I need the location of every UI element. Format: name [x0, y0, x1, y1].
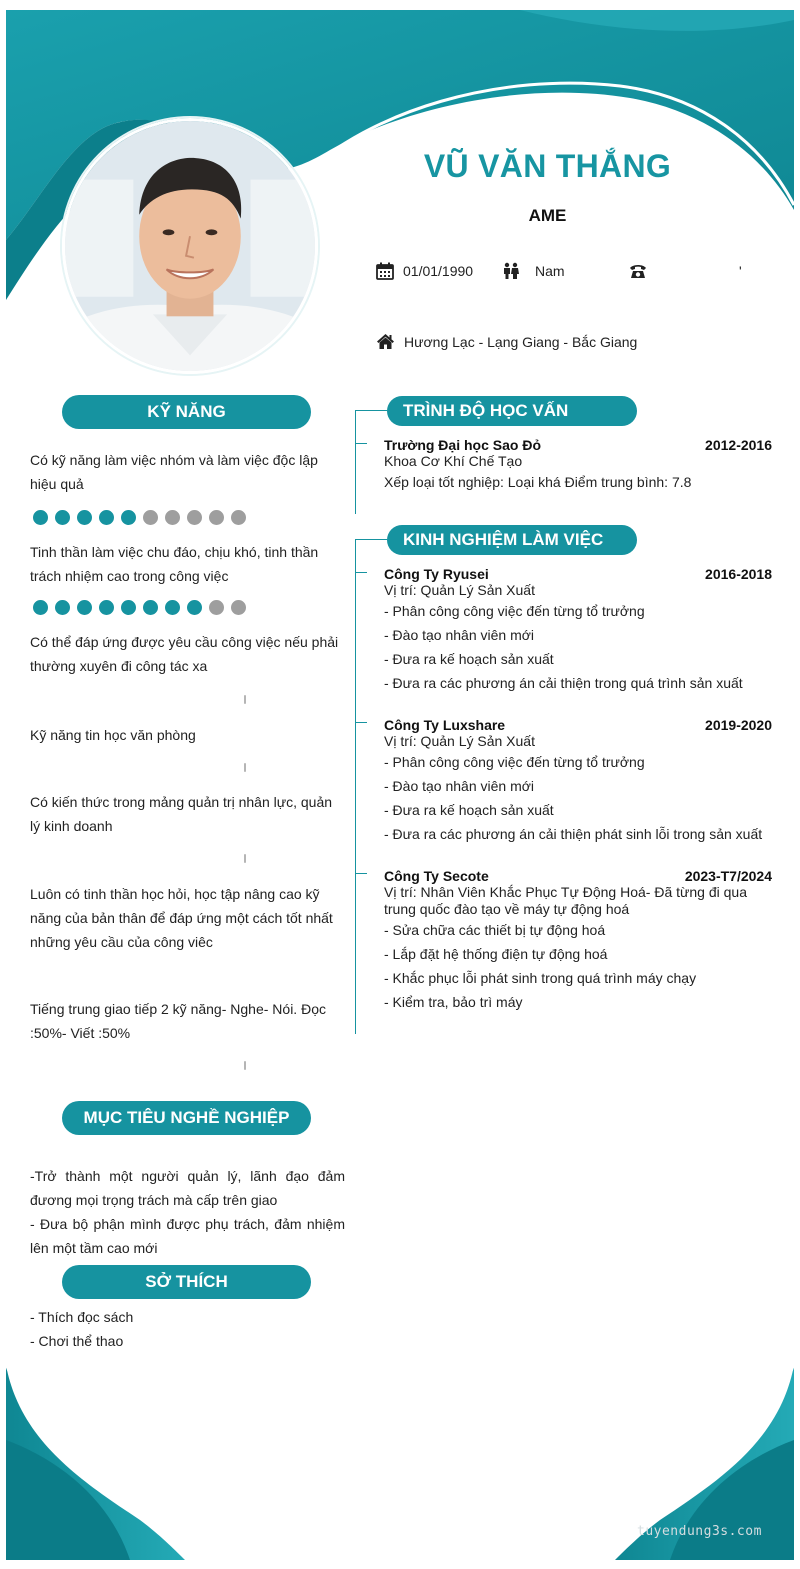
rating-dot	[99, 510, 114, 525]
hobby-item: - Chơi thể thao	[30, 1333, 124, 1349]
job-position: Vị trí: Quản Lý Sản Xuất	[384, 582, 535, 598]
birthday-value: 01/01/1990	[403, 263, 474, 279]
timeline-branch	[355, 572, 367, 573]
task-item: - Đưa ra kế hoạch sản xuất	[384, 651, 554, 667]
home-icon	[376, 333, 395, 350]
experience-entry	[384, 868, 772, 1014]
timeline-branch	[355, 410, 387, 411]
rating-dot	[77, 600, 92, 615]
gender-info	[502, 262, 565, 280]
gender-value: Nam	[535, 263, 565, 279]
task-item: - Kiểm tra, bảo trì máy	[384, 994, 523, 1010]
rating-dot	[165, 510, 180, 525]
timeline-branch	[355, 539, 387, 540]
rating-dot	[187, 600, 202, 615]
rating-dot	[231, 600, 246, 615]
experience-timeline	[355, 539, 356, 1034]
skill-text: Tinh thần làm việc chu đáo, chịu khó, tinh thần trách nhiệm cao trong công việc	[30, 544, 319, 584]
gender-icon	[502, 262, 520, 280]
task-item: - Sửa chữa các thiết bị tự động hoá	[384, 922, 606, 938]
job-title: AME	[528, 206, 567, 225]
rating-dot	[121, 510, 136, 525]
timeline-branch	[355, 443, 367, 444]
experience-years: 2016-2018	[705, 566, 772, 582]
job-position: Vị trí: Nhân Viên Khắc Phục Tự Động Hoá- Đã từng đi qua	[384, 884, 747, 900]
task-item: - Đưa ra kế hoạch sản xuất	[384, 802, 554, 818]
company-name: Công Ty Luxshare	[384, 717, 506, 733]
timeline-branch	[355, 873, 367, 874]
rating-dot	[55, 510, 70, 525]
task-item: - Đưa ra các phương án cải thiện trong quá trình sản xuất	[384, 675, 743, 691]
task-item: - Đưa ra các phương án cải thiện phát sinh lỗi trong sản xuất	[384, 826, 763, 842]
experience-years: 2019-2020	[705, 717, 772, 733]
experience-entry	[384, 717, 772, 846]
skill-text: Có kiến thức trong mảng quản trị nhân lực, quản lý kinh doanh	[30, 794, 333, 834]
goals-heading: MỤC TIÊU NGHỀ NGHIỆP	[62, 1101, 311, 1135]
rating-placeholder	[244, 695, 246, 704]
watermark: tuyendung3s.com	[637, 1524, 762, 1539]
calendar-icon	[376, 262, 394, 280]
rating-dot	[165, 600, 180, 615]
address-value: Hương Lạc - Lạng Giang - Bắc Giang	[404, 333, 638, 350]
timeline-branch	[355, 722, 367, 723]
skill-text: Kỹ năng tin học văn phòng	[30, 727, 196, 743]
task-item: - Khắc phục lỗi phát sinh trong quá trình máy chạy	[384, 970, 697, 986]
phone-icon	[629, 262, 647, 280]
experience-years: 2023-T7/2024	[684, 868, 772, 884]
rating-dot	[143, 510, 158, 525]
rating-dot	[187, 510, 202, 525]
school-name: Trường Đại học Sao Đỏ	[384, 437, 541, 453]
task-item: - Lắp đặt hệ thống điện tự động hoá	[384, 946, 608, 962]
skill-text: Có thể đáp ứng được yêu cầu công việc nếu phải thường xuyên đi công tác xa	[30, 634, 339, 674]
education-major: Khoa Cơ Khí Chế Tạo	[384, 453, 523, 469]
hobby-item: - Thích đọc sách	[30, 1309, 134, 1325]
rating-placeholder	[244, 854, 246, 863]
avatar	[62, 118, 318, 374]
rating-dot	[33, 600, 48, 615]
education-years: 2012-2016	[705, 437, 772, 453]
experience-entry	[384, 566, 772, 695]
rating-dot	[33, 510, 48, 525]
education-timeline	[355, 410, 356, 514]
skill-text: Có kỹ năng làm việc nhóm và làm việc độc lập hiệu quả	[30, 452, 318, 492]
rating-dot	[55, 600, 70, 615]
skills-heading: KỸ NĂNG	[62, 395, 311, 429]
rating-dot	[231, 510, 246, 525]
rating-dot	[121, 600, 136, 615]
job-position: Vị trí: Quản Lý Sản Xuất	[384, 733, 535, 749]
task-item: - Đào tạo nhân viên mới	[384, 627, 535, 643]
phone-value: '	[739, 263, 742, 279]
job-position: trung quốc đào tạo về máy tự động hoá	[384, 901, 630, 917]
task-item: - Phân công công việc đến từng tổ trưởng	[384, 603, 645, 619]
skill-text: Tiếng trung giao tiếp 2 kỹ năng- Nghe- Nói. Đọc :50%- Viết :50%	[30, 1001, 326, 1041]
rating-dot	[209, 600, 224, 615]
rating-placeholder	[244, 1061, 246, 1070]
rating-dot	[143, 600, 158, 615]
rating-dot	[99, 600, 114, 615]
goal-line: -Trở thành một người quản lý, lãnh đạo đảm đương mọi trọng trách mà cấp trên giao	[30, 1168, 345, 1208]
phone-info	[629, 262, 742, 280]
education-grade: Xếp loại tốt nghiệp: Loại khá Điểm trung bình: 7.8	[384, 474, 692, 490]
task-item: - Đào tạo nhân viên mới	[384, 778, 535, 794]
skill-rating	[33, 600, 246, 615]
company-name: Công Ty Ryusei	[384, 566, 489, 582]
education-entry	[384, 437, 772, 491]
goal-line: - Đưa bộ phận mình được phụ trách, đảm nhiệm lên một tầm cao mới	[30, 1216, 345, 1256]
candidate-name: VŨ VĂN THẮNG	[423, 148, 672, 184]
rating-dot	[77, 510, 92, 525]
hobbies-heading: SỞ THÍCH	[62, 1265, 311, 1299]
skill-rating	[33, 510, 246, 525]
task-item: - Phân công công việc đến từng tổ trưởng	[384, 754, 645, 770]
skill-text: Luôn có tinh thần học hỏi, học tập nâng cao kỹ năng của bản thân để đáp ứng một cách tốt nhất những yêu cầu của công viêc	[30, 886, 333, 950]
rating-placeholder	[244, 763, 246, 772]
education-heading: TRÌNH ĐỘ HỌC VẤN	[387, 396, 637, 426]
address-info	[376, 333, 637, 350]
company-name: Công Ty Secote	[384, 868, 489, 884]
rating-dot	[209, 510, 224, 525]
experience-heading: KINH NGHIỆM LÀM VIỆC	[387, 525, 637, 555]
birthday-info	[376, 262, 473, 280]
